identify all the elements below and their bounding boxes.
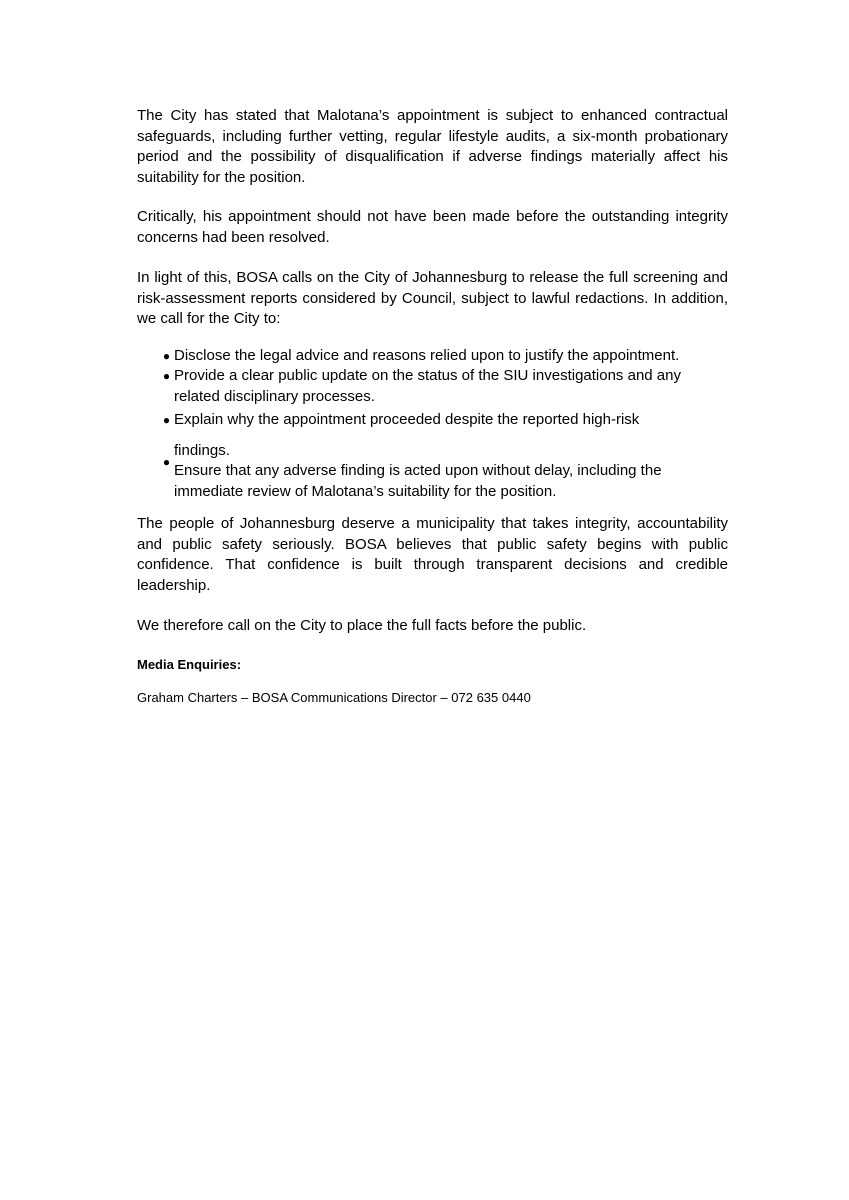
bullet-icon: ● <box>162 348 171 363</box>
paragraph-full-facts: We therefore call on the City to place the full facts before the public. <box>137 617 587 634</box>
paragraph-safeguards: The City has stated that Malotana’s appointment is subject to enhanced contractual safeguards, including further vetting, regular lifestyle audits, a six-month probationary period and the possibility of disqualification if adverse findings materially affect his suitability for the position. <box>137 107 728 186</box>
media-enquiries-heading: Media Enquiries: <box>137 656 242 672</box>
paragraph-call-to-release: In light of this, BOSA calls on the City of Johannesburg to release the full screening and risk-assessment reports considered by Council, subject to lawful redactions. In addition, we call for the City to: <box>137 269 728 327</box>
list-item-text: Disclose the legal advice and reasons relied upon to justify the appointment. <box>174 346 680 364</box>
demands-list <box>137 346 728 503</box>
list-item <box>135 366 728 407</box>
bullet-icon: ● <box>162 369 171 383</box>
list-item <box>135 346 728 367</box>
list-item-continuation: findings. <box>174 441 230 459</box>
list-item-text: Ensure that any adverse finding is acted upon without delay, including the immediate review of Malotana’s suitability for the position. <box>174 462 662 500</box>
document-page <box>137 106 728 707</box>
bullet-icon: ● <box>162 455 171 469</box>
paragraph-critically: Critically, his appointment should not have been made before the outstanding integrity concerns had been resolved. <box>137 208 728 246</box>
list-item-text: Explain why the appointment proceeded despite the reported high-risk <box>174 411 640 428</box>
list-item <box>135 455 728 502</box>
media-contact-line: Graham Charters – BOSA Communications Director – 072 635 0440 <box>137 689 531 705</box>
list-item-text: Provide a clear public update on the status of the SIU investigations and any related disciplinary processes. <box>174 367 681 405</box>
paragraph-people-deserve: The people of Johannesburg deserve a municipality that takes integrity, accountability and public safety seriously. BOSA believes that public safety begins with public confidence. That confidence is built through transparent decisions and credible leadership. <box>137 515 728 594</box>
list-item <box>135 410 728 461</box>
bullet-icon: ● <box>162 413 171 427</box>
